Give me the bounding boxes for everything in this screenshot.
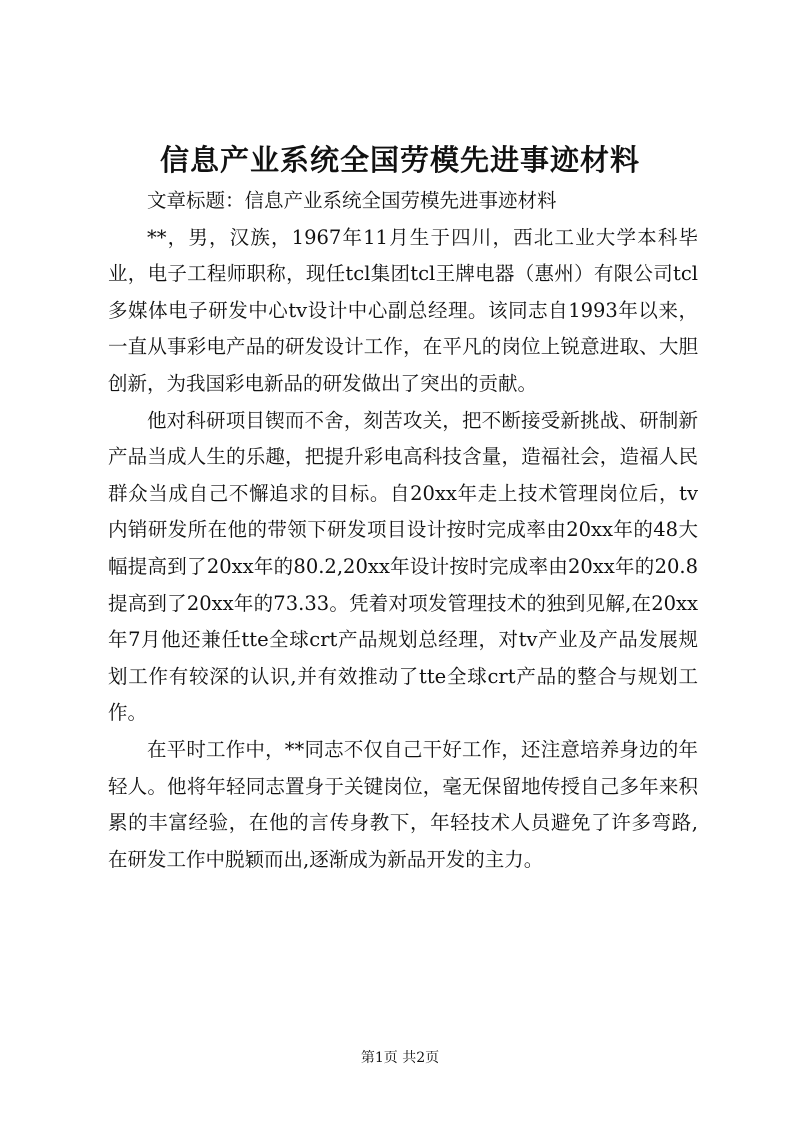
paragraph-research: 他对科研项目锲而不舍，刻苦攻关，把不断接受新挑战、研制新产品当成人生的乐趣，把提升彩电高科技含量，造福社会，造福人民群众当成自己不懈追求的目标。自20xx年走上技术管理岗位后，tv内销研发所在他的带领下研发项目设计按时完成率由20xx年的48大幅提高到了20xx年的80.2,20xx年设计按时完成率由20xx年的20.8提高到了20xx年的73.33。凭着对项发管理技术的独到见解,在20xx年7月他还兼任tte全球crt产品规划总经理，对tv产业及产品发展规划工作有较深的认识,并有效推动了tte全球crt产品的整合与规划工作。: [108, 408, 698, 725]
paragraph-intro: **，男，汉族，1967年11月生于四川，西北工业大学本科毕业，电子工程师职称，现任tcl集团tcl王牌电器（惠州）有限公司tcl多媒体电子研发中心tv设计中心副总经理。该同志自1993年以来，一直从事彩电产品的研发设计工作，在平凡的岗位上锐意进取、大胆创新，为我国彩电新品的研发做出了突出的贡献。: [108, 225, 698, 395]
page-footer: 第1页 共2页: [360, 1050, 440, 1066]
document-body: [108, 183, 698, 878]
document-title: 信息产业系统全国劳模先进事迹材料: [159, 143, 640, 177]
paragraph-mentoring: 在平时工作中，**同志不仅自己干好工作，还注意培养身边的年轻人。他将年轻同志置身于关键岗位，毫无保留地传授自己多年来积累的丰富经验，在他的言传身教下，年轻技术人员避免了许多弯路,在研发工作中脱颖而出,逐渐成为新品开发的主力。: [108, 737, 698, 871]
article-title-line: 文章标题：信息产业系统全国劳模先进事迹材料: [147, 189, 557, 212]
